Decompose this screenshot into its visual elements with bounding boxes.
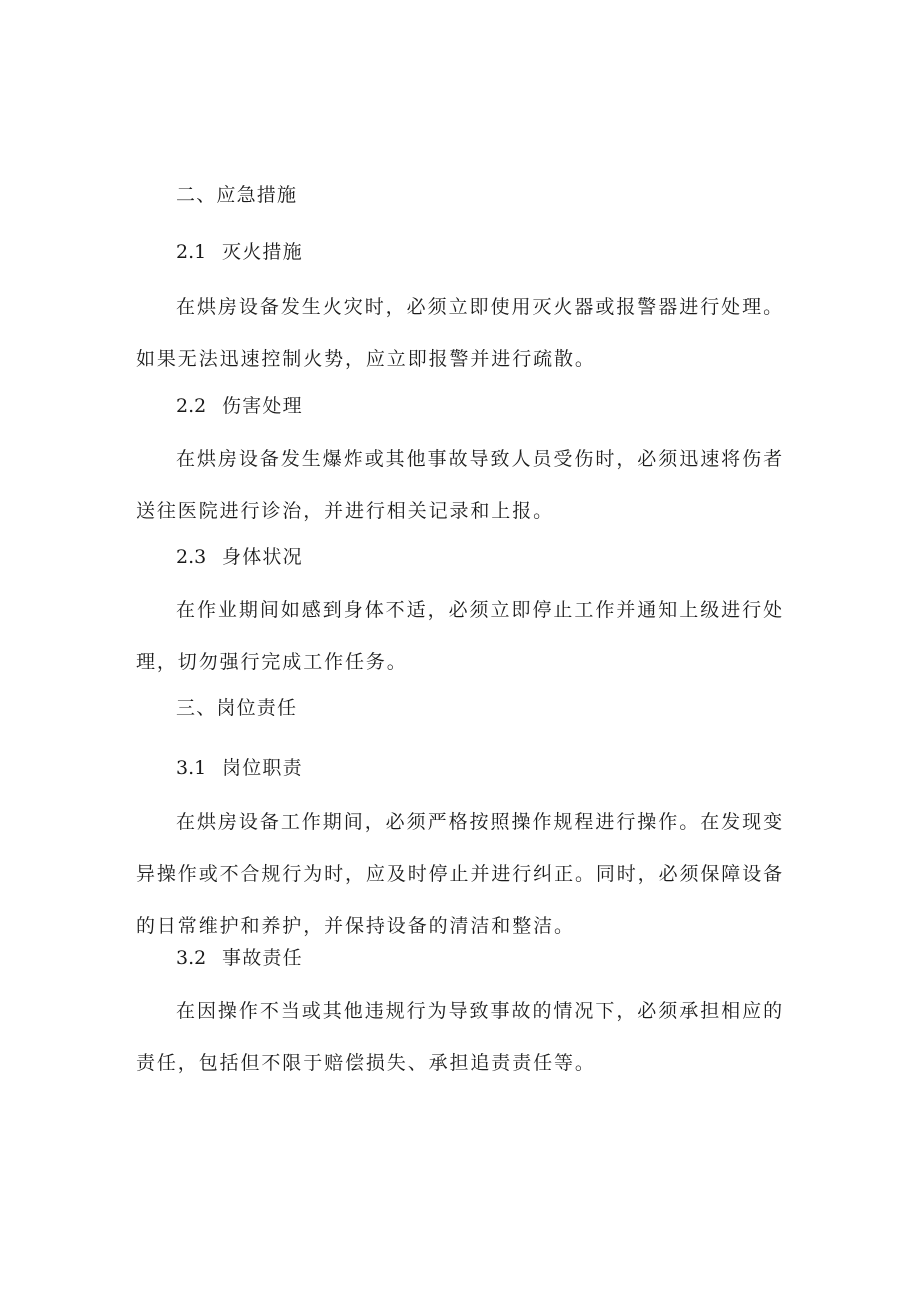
section-heading-responsibility: 三、岗位责任 <box>176 697 298 719</box>
subheading-number: 2.1 <box>176 241 207 263</box>
subheading-title: 岗位职责 <box>222 757 303 779</box>
subheading-title: 灭火措施 <box>222 241 303 263</box>
subheading-title: 事故责任 <box>222 947 303 969</box>
paragraph-3-2: 在因操作不当或其他违规行为导致事故的情况下，必须承担相应的责任，包括但不限于赔偿损失、承担追责责任等。 <box>136 1000 784 1074</box>
subheading-2-2 <box>176 393 303 419</box>
paragraph-3-1: 在烘房设备工作期间，必须严格按照操作规程进行操作。在发现变异操作或不合规行为时，应及时停止并进行纠正。同时，必须保障设备的日常维护和养护，并保持设备的清洁和整洁。 <box>136 811 784 937</box>
subheading-3-2 <box>176 945 303 971</box>
subheading-number: 3.1 <box>176 757 207 779</box>
subheading-2-3 <box>176 544 303 570</box>
subheading-number: 3.2 <box>176 947 207 969</box>
section-heading-emergency: 二、应急措施 <box>176 184 298 206</box>
subheading-number: 2.3 <box>176 546 207 568</box>
subheading-title: 身体状况 <box>222 546 303 568</box>
subheading-number: 2.2 <box>176 395 207 417</box>
subheading-title: 伤害处理 <box>222 395 303 417</box>
subheading-3-1 <box>176 755 303 781</box>
paragraph-2-2: 在烘房设备发生爆炸或其他事故导致人员受伤时，必须迅速将伤者送往医院进行诊治，并进行相关记录和上报。 <box>136 448 784 522</box>
subheading-2-1 <box>176 239 303 265</box>
paragraph-2-1: 在烘房设备发生火灾时，必须立即使用灭火器或报警器进行处理。如果无法迅速控制火势，应立即报警并进行疏散。 <box>136 296 784 370</box>
paragraph-2-3: 在作业期间如感到身体不适，必须立即停止工作并通知上级进行处理，切勿强行完成工作任务。 <box>136 599 784 673</box>
